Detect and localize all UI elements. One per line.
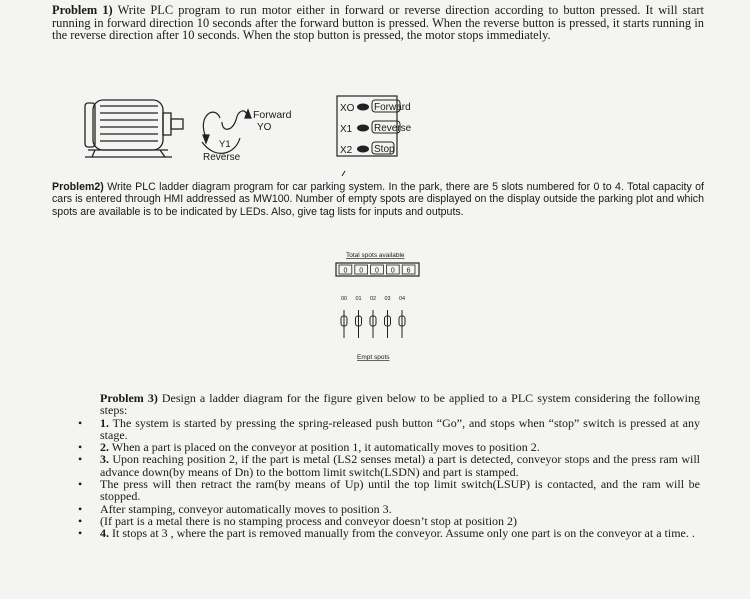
led-label: 01 <box>355 296 362 302</box>
led-label: 03 <box>384 296 391 302</box>
empty-spots-label: Empt spots <box>357 354 390 361</box>
led-icon <box>399 310 405 338</box>
led-label: 02 <box>369 296 377 302</box>
parking-display-title: Total spots available <box>346 252 405 259</box>
led-label: 00 <box>340 296 348 302</box>
forward-label: Forward <box>253 109 292 121</box>
display-digits <box>339 265 415 275</box>
step-text: After stamping, conveyor automatically moves to position 3. <box>100 501 392 516</box>
x0-label: XO <box>340 103 355 114</box>
step-text: (If part is a metal there is no stamping process and conveyor doesn’t stop at position 2) <box>100 513 518 528</box>
x2-label: X2 <box>340 145 353 156</box>
problem-2-paragraph <box>52 181 704 218</box>
problem-1-heading: Problem 1) <box>52 3 113 17</box>
led-label: 04 <box>398 296 406 302</box>
step-number: 4. <box>100 526 109 541</box>
motor-icon <box>85 100 183 157</box>
digit-value: 0 <box>375 267 379 275</box>
y0-label: YO <box>257 122 272 133</box>
led-icon <box>356 310 362 338</box>
problem-2-text: Write PLC ladder diagram program for car parking system. In the park, there are 5 slots numbered for 0 to 4. Total capacity of cars is entered through HMI addressed as MW100. Number of empty spots are displayed on the display outside the parking plot and which spots are available is to be indicated by LEDs. Also, give tag lists for inputs and outputs. <box>52 181 704 218</box>
step-text: It stops at 3 , where the part is removed manually from the conveyor. Assume only one part is on the conveyor at a time. . <box>109 526 695 541</box>
bullet-icon: • <box>78 477 83 492</box>
reverse-label: Reverse <box>203 152 241 163</box>
step-text: When a part is placed on the conveyor at position 1, it automatically moves to position 2. <box>109 440 540 455</box>
reverse-button-icon <box>357 125 369 132</box>
problem-2-heading: Problem2) <box>52 181 104 193</box>
bullet-icon: • <box>78 452 83 467</box>
stop-button-icon <box>357 146 369 153</box>
digit-value: 0 <box>390 267 395 275</box>
list-item <box>78 526 700 541</box>
bullet-icon: • <box>78 501 83 516</box>
y1-label: Y1 <box>219 139 231 150</box>
digit-value: 0 <box>359 267 364 275</box>
list-item <box>78 415 700 442</box>
parking-display <box>336 252 419 361</box>
led-icon <box>341 310 347 338</box>
push-button-panel <box>337 96 412 176</box>
step-number: 2. <box>100 440 109 455</box>
step-text: The press will then retract the ram(by means of Up) until the top limit switch(LSUP) is contacted, and the ram will be stopped. <box>100 477 700 504</box>
problem-3-heading: Problem 3) <box>100 391 158 405</box>
step-text: Upon reaching position 2, if the part is metal (LS2 senses metal) a part is detected, conveyor stops and the press ram will advance down(by means of Dn) to the bottom limit switch(LSDN) and part is stamped. <box>100 452 700 479</box>
problem-3-steps <box>78 415 700 541</box>
reverse-button-label: Reverse <box>374 123 412 134</box>
problem-3-intro-text: Design a ladder diagram for the figure given below to be applied to a PLC system considering the following steps: <box>100 391 700 418</box>
step-text: The system is started by pressing the spring-released push button “Go”, and stops when “stop” switch is pressed at any stage. <box>100 415 700 442</box>
x1-label: X1 <box>340 124 353 135</box>
bullet-icon: • <box>78 415 83 430</box>
led-indicators <box>341 296 405 338</box>
digit-value: 6 <box>406 267 411 275</box>
list-item <box>78 477 700 504</box>
bullet-icon: • <box>78 513 83 528</box>
stop-button-label: Stop <box>374 144 395 155</box>
led-icon <box>370 310 376 338</box>
digit-value: 0 <box>343 267 348 275</box>
bullet-icon: • <box>78 526 83 541</box>
problem-3-section <box>78 391 700 541</box>
problem-1-text: Write PLC program to run motor either in forward or reverse direction according to button pressed. It will start running in forward direction 10 seconds after the forward button is pressed. When the reverse button is pressed, it starts running in the reverse direction after 10 seconds. When the stop button is pressed, the motor stops immediately. <box>52 3 704 43</box>
step-number: 1. <box>100 415 109 430</box>
led-icon <box>385 310 391 338</box>
bullet-icon: • <box>78 440 83 455</box>
problem-3-intro <box>100 392 700 417</box>
step-number: 3. <box>100 452 109 467</box>
forward-button-icon <box>357 104 369 111</box>
list-item <box>78 452 700 479</box>
forward-button-label: Forward <box>374 102 411 113</box>
